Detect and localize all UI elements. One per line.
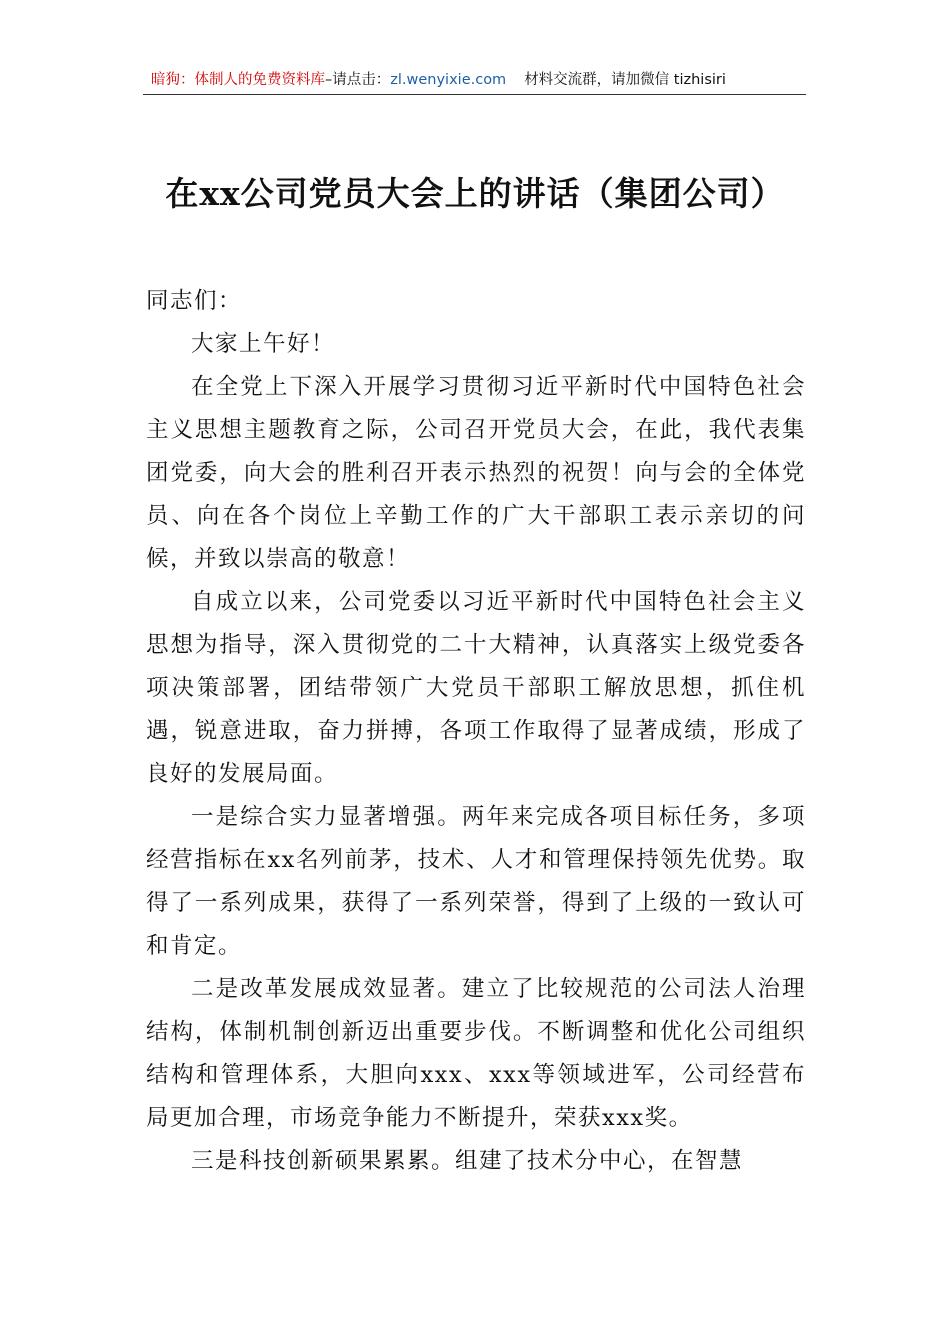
- body-paragraph-5: 三是科技创新硕果累累。组建了技术分中心，在智慧: [191, 1148, 744, 1174]
- header-brand-text: 暗狗：体制人的免费资料库: [151, 72, 325, 88]
- body-paragraph-3: 一是综合实力显著增强。两年来完成各项目标任务，多项经营指标在xx名列前茅，技术、人才和管理保持领先优势。取得了一系列成果，获得了一系列荣誉，得到了上级的一致认可和肯定。: [146, 804, 806, 959]
- body-paragraph-4: 二是改革发展成效显著。建立了比较规范的公司法人治理结构，体制机制创新迈出重要步伐。不断调整和优化公司组织结构和管理体系，大胆向xxx、xxx等领域进军，公司经营布局更加合理，市场竞争能力不断提升，荣获xxx奖。: [146, 976, 806, 1131]
- document-body: [146, 280, 806, 1183]
- header-group-text: 材料交流群，请加微信 tizhisiri: [524, 72, 726, 88]
- body-paragraph-1: 在全党上下深入开展学习贯彻习近平新时代中国特色社会主义思想主题教育之际，公司召开党员大会，在此，我代表集团党委，向大会的胜利召开表示热烈的祝贺！向与会的全体党员、向在各个岗位上辛勤工作的广大干部职工表示亲切的问候，并致以崇高的敬意！: [146, 374, 806, 572]
- document-title: 在xx公司党员大会上的讲话（集团公司）: [165, 174, 785, 213]
- page-header-banner: [143, 66, 806, 95]
- greeting: 大家上午好！: [191, 331, 336, 357]
- header-url-link[interactable]: zl.wenyixie.com: [390, 72, 507, 88]
- body-paragraph-2: 自成立以来，公司党委以习近平新时代中国特色社会主义思想为指导，深入贯彻党的二十大精神，认真落实上级党委各项决策部署，团结带领广大党员干部职工解放思想，抓住机遇，锐意进取，奋力拼搏，各项工作取得了显著成绩，形成了良好的发展局面。: [146, 589, 806, 787]
- salutation: 同志们：: [146, 288, 243, 314]
- header-click-prefix: –请点击：: [325, 72, 391, 88]
